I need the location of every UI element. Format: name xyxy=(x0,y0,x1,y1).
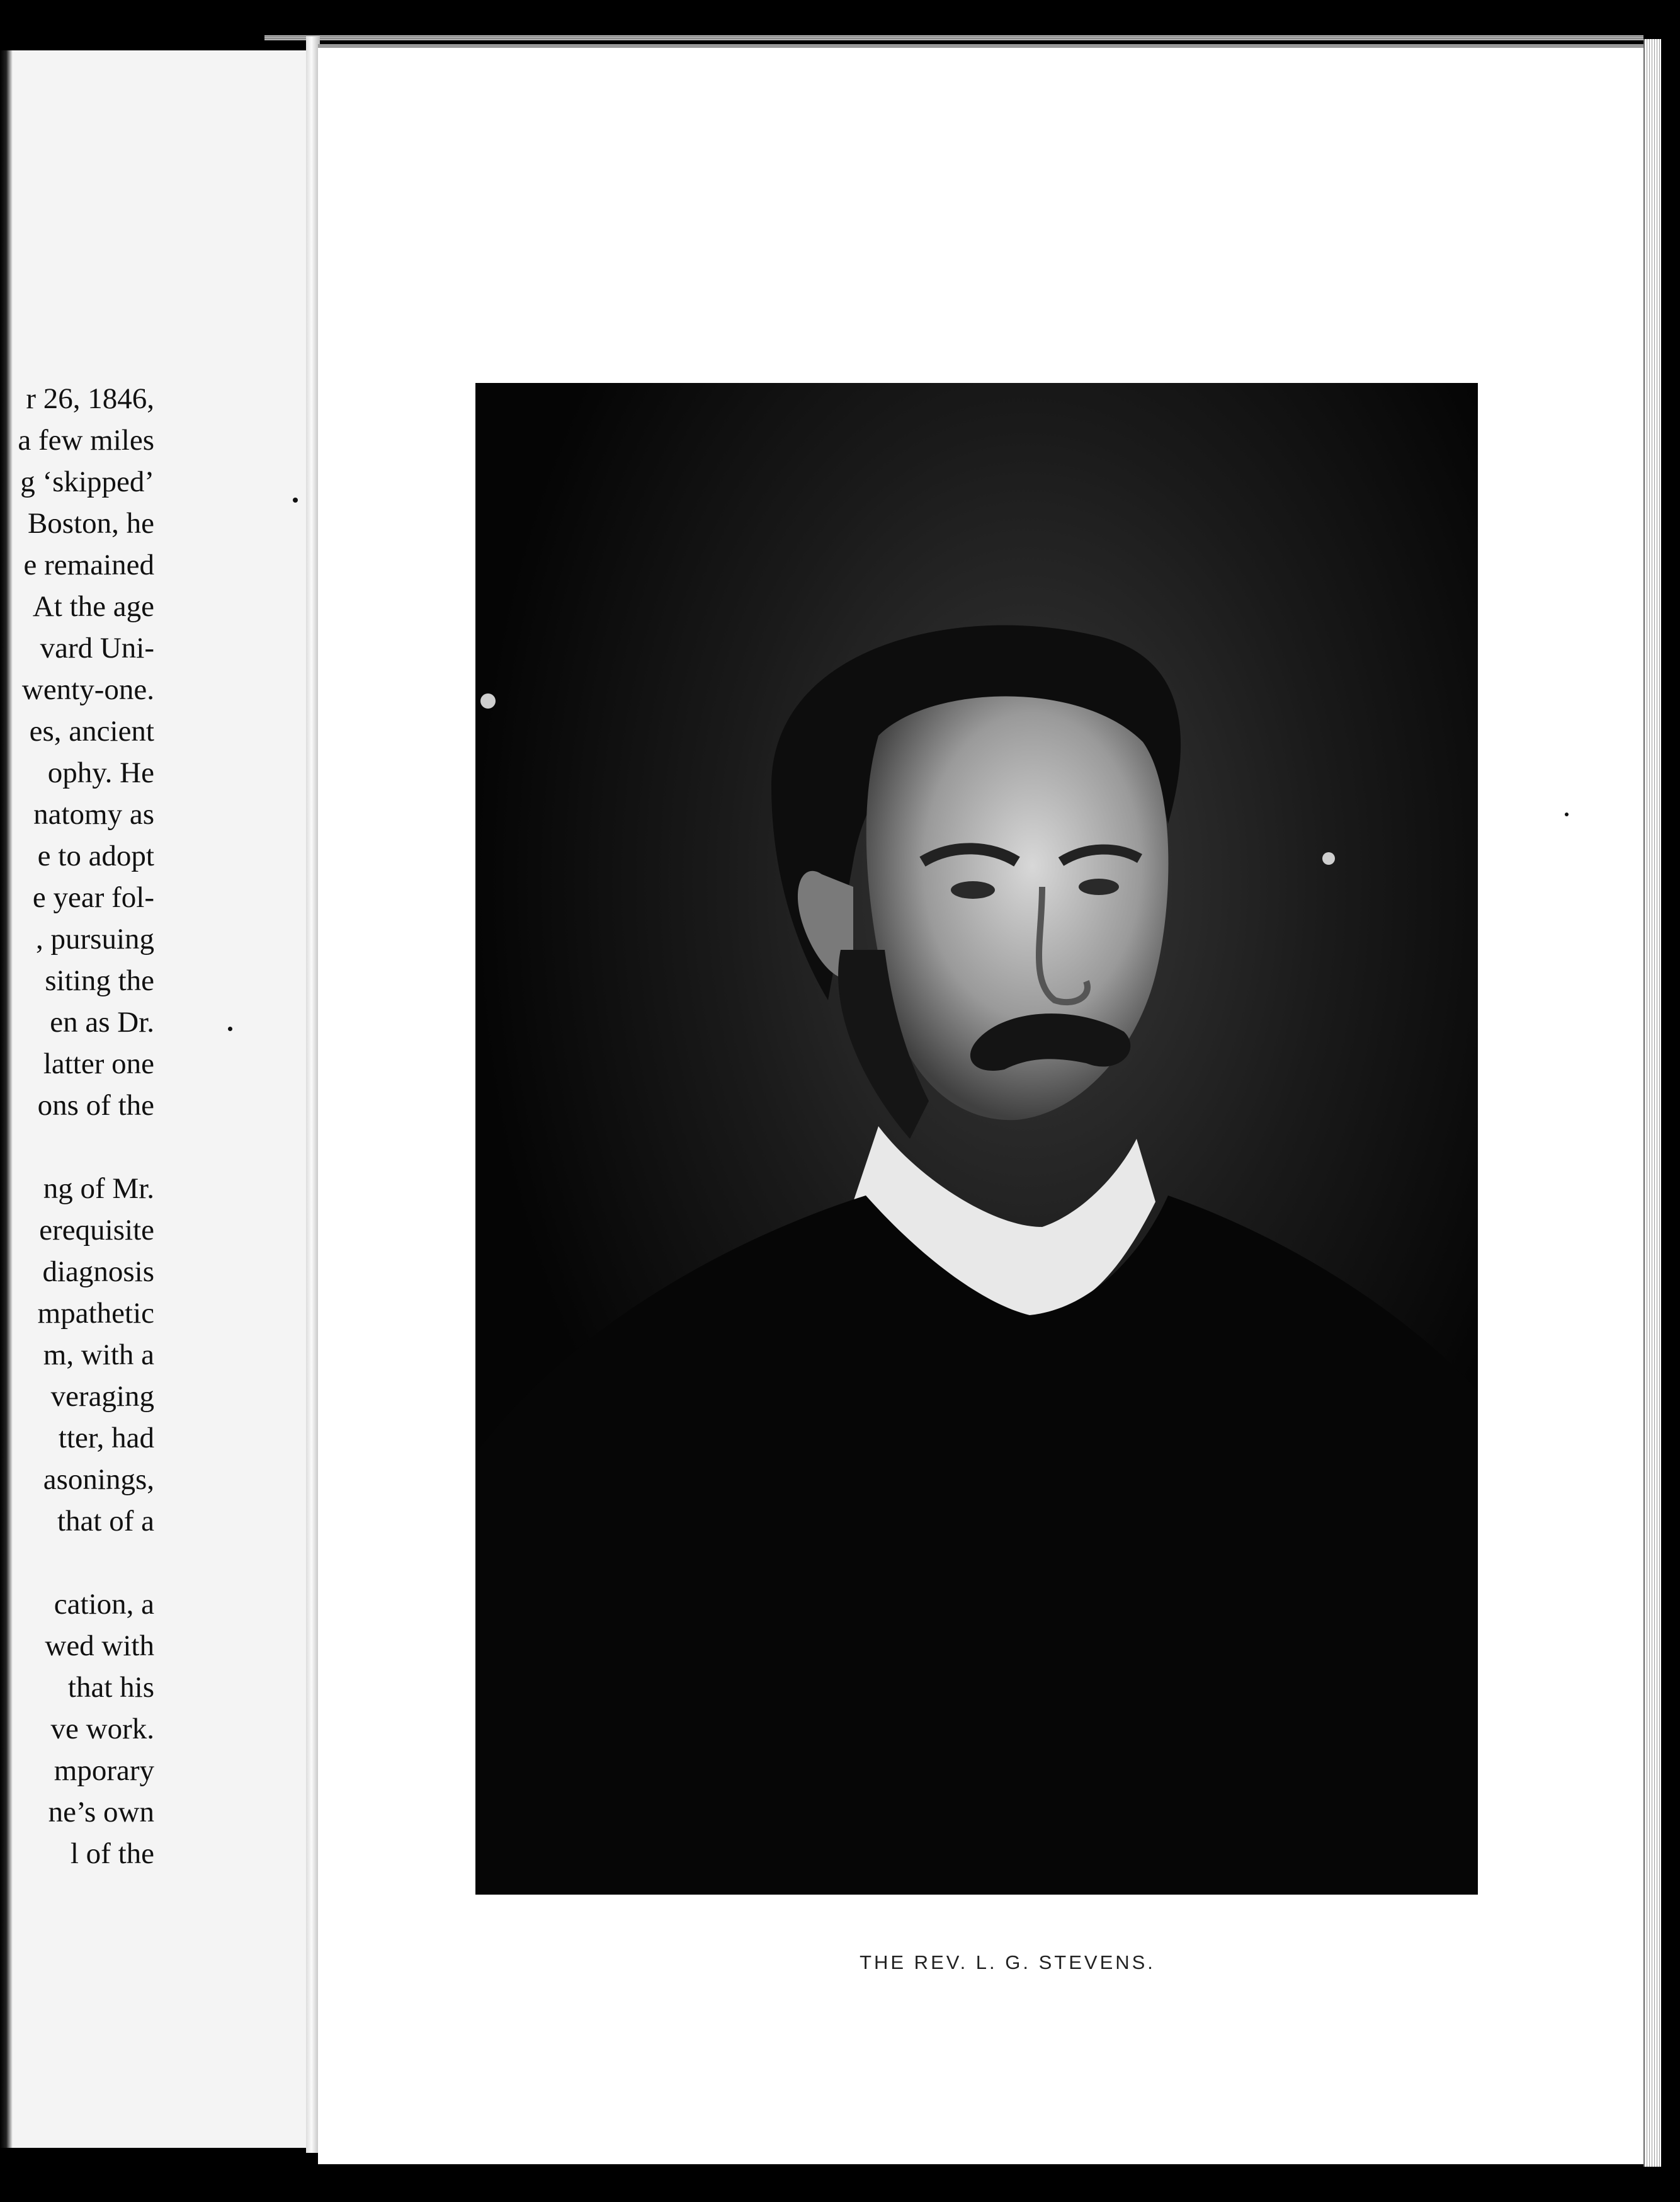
paragraph-gap xyxy=(0,1126,154,1168)
text-line: veraging xyxy=(50,1380,154,1413)
text-line: , pursuing xyxy=(36,923,154,956)
text-line: m, with a xyxy=(43,1338,154,1371)
text-line: wed with xyxy=(45,1629,154,1662)
text-line: mporary xyxy=(54,1754,154,1787)
text-line: l of the xyxy=(70,1837,154,1870)
text-line: ne’s own xyxy=(48,1796,154,1828)
text-line: diagnosis xyxy=(42,1255,154,1288)
text-line: e year fol- xyxy=(32,881,154,914)
text-line: Boston, he xyxy=(27,507,154,540)
text-line: ons of the xyxy=(37,1089,154,1122)
text-line: vard Uni- xyxy=(40,632,154,665)
text-line: asonings, xyxy=(43,1463,154,1496)
text-line: natomy as xyxy=(33,798,154,831)
text-line: that his xyxy=(67,1671,154,1704)
left-page-text-column xyxy=(0,378,154,1874)
portrait-caption: THE REV. L. G. STEVENS. xyxy=(860,1951,1155,1973)
text-line: that of a xyxy=(57,1505,154,1537)
text-line: ve work. xyxy=(50,1713,154,1745)
text-line: wenty-one. xyxy=(21,673,154,706)
text-line: cation, a xyxy=(54,1588,154,1621)
text-line: ophy. He xyxy=(47,756,154,789)
left-page-shadow xyxy=(0,50,13,2148)
text-line: At the age xyxy=(32,590,154,623)
text-line: tter, had xyxy=(58,1422,154,1454)
text-line: g ‘skipped’ xyxy=(20,465,154,498)
text-line: latter one xyxy=(43,1047,154,1080)
top-book-edge xyxy=(264,35,1643,40)
text-line: e remained xyxy=(23,549,154,581)
left-page xyxy=(0,50,317,2148)
text-line: e to adopt xyxy=(37,840,154,872)
scan-speck xyxy=(1565,813,1569,816)
text-line: es, ancient xyxy=(29,715,154,748)
text-line: mpathetic xyxy=(37,1297,154,1330)
text-line: erequisite xyxy=(39,1214,154,1246)
text-line: a few miles xyxy=(18,424,154,457)
text-line: ng of Mr. xyxy=(43,1172,154,1205)
scan-speck xyxy=(228,1027,232,1031)
right-page-edges xyxy=(1643,39,1661,2167)
scan-speck xyxy=(293,498,298,503)
text-line: siting the xyxy=(45,964,154,997)
text-line: en as Dr. xyxy=(50,1006,154,1039)
portrait-photograph xyxy=(475,383,1478,1895)
text-line: r 26, 1846, xyxy=(26,382,154,415)
paragraph-gap xyxy=(0,1542,154,1583)
portrait-image xyxy=(475,383,1478,1895)
